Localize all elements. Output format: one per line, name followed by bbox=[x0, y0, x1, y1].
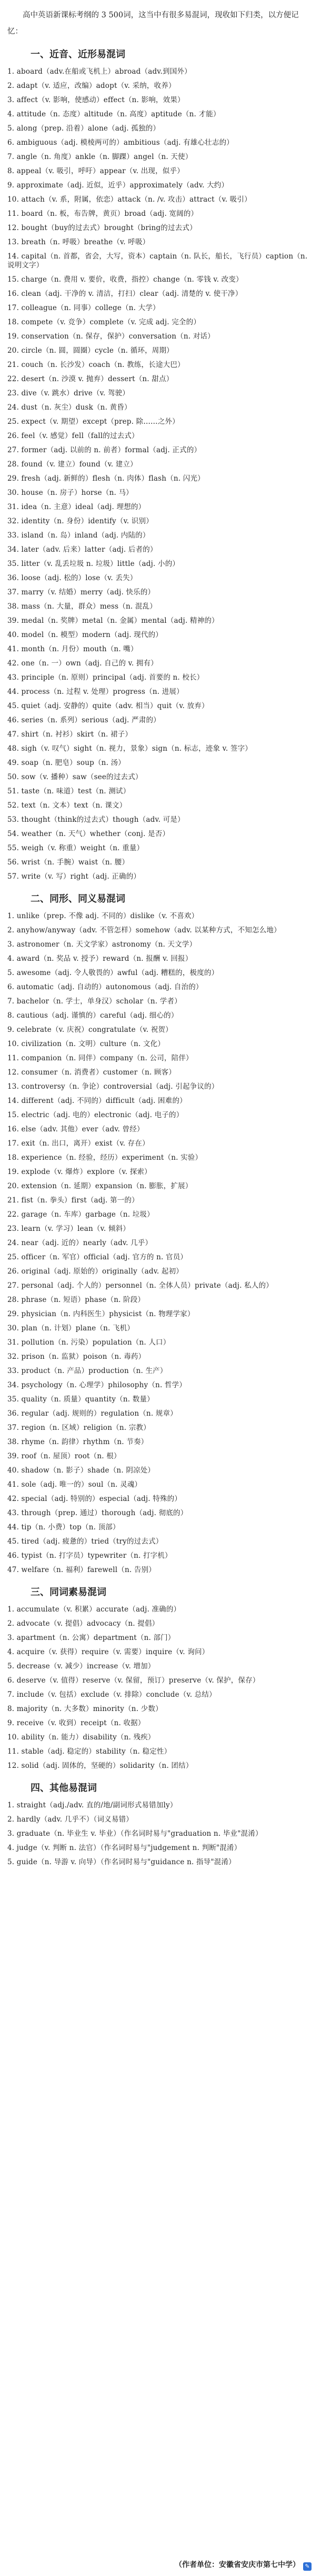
list-item: 33. island（n. 岛）inland（adj. 内陆的） bbox=[7, 531, 150, 540]
list-item: 36. regular（adj. 规则的）regulation（n. 规章） bbox=[7, 1409, 177, 1418]
list-item: 4. attitude（n. 态度）altitude（n. 高度）aptitude（n. 才能） bbox=[7, 110, 220, 118]
intro-paragraph: 高中英语新课标考纲的 3 500词，这当中有很多易混词，现收如下归类，以方便记忆： bbox=[7, 11, 299, 36]
list-item: 35. quality（n. 质量）quantity（n. 数量） bbox=[7, 1395, 154, 1404]
list-item: 41. month（n. 月份）mouth（n. 嘴） bbox=[7, 645, 138, 653]
list-item: 24. near（adj. 近的）nearly（adv. 几乎） bbox=[7, 1239, 153, 1247]
list-item: 6. deserve（v. 值得）reserve（v. 保留，预订）preserve（v. 保护，保存） bbox=[7, 1676, 260, 1685]
list-item: 25. expect（v. 期望）except（prep. 除……之外） bbox=[7, 417, 179, 426]
list-item: 13. breath（n. 呼吸）breathe（v. 呼吸） bbox=[7, 238, 150, 246]
list-item: 1. aboard（adv.在船或飞机上）abroad（adv.到国外） bbox=[7, 67, 192, 76]
list-item: 22. desert（n. 沙漠 v. 抛弃）dessert（n. 甜点） bbox=[7, 375, 174, 383]
affiliation-text: （作者单位：安徽省安庆市第七中学） bbox=[175, 2561, 300, 2569]
list-item: 50. sow（v. 播种）saw（see的过去式） bbox=[7, 773, 143, 781]
list-item: 11. stable（adj. 稳定的）stability（n. 稳定性） bbox=[7, 1747, 172, 1756]
list-item: 21. fist（n. 拳头）first（adj. 第一的） bbox=[7, 1196, 139, 1205]
list-item: 19. explode（v. 爆炸）explore（v. 探索） bbox=[7, 1168, 152, 1176]
list-item: 49. soap（n. 肥皂）soup（n. 汤） bbox=[7, 759, 125, 767]
list-item: 12. consumer（n. 消费者）customer（n. 顾客） bbox=[7, 1068, 176, 1077]
list-item: 10. attach（v. 系，附属，依恋）attack（n. /v. 攻击）attract（v. 吸引） bbox=[7, 195, 252, 204]
list-item: 5. along（prep. 沿着）alone（adj. 孤独的） bbox=[7, 124, 160, 133]
list-item: 12. bought（buy的过去式）brought（bring的过去式） bbox=[7, 224, 197, 232]
list-item: 26. feel（v. 感觉）fell（fall的过去式） bbox=[7, 432, 139, 440]
list-item: 13. controversy（n. 争论）controversial（adj. 引起争议的） bbox=[7, 1082, 219, 1091]
list-item: 9. celebrate（v. 庆祝）congratulate（v. 祝贺） bbox=[7, 1026, 173, 1034]
list-item: 9. receive（v. 收到）receipt（n. 收据） bbox=[7, 1719, 145, 1727]
list-item: 27. personal（adj. 个人的）personnel（n. 全体人员）private（adj. 私人的） bbox=[7, 1281, 273, 1290]
list-item: 3. graduate（n. 毕业生 v. 毕业）（作名词时易与"graduation n. 毕业"混淆） bbox=[7, 1829, 263, 1838]
list-item: 27. former（adj. 以前的 n. 前者）formal（adj. 正式的） bbox=[7, 446, 202, 454]
list-item: 14. different（adj. 不同的）difficult（adj. 困难的） bbox=[7, 1097, 187, 1105]
list-item: 55. weigh（v. 称重）weight（n. 重量） bbox=[7, 844, 144, 852]
list-item: 38. rhyme（n. 韵律）rhythm（n. 节奏） bbox=[7, 1438, 148, 1446]
section-heading: 四、其他易混词 bbox=[31, 1783, 97, 1794]
list-item: 11. companion（n. 同伴）company（n. 公司，陪伴） bbox=[7, 1054, 193, 1062]
list-item: 23. dive（v. 跳水）drive（v. 驾驶） bbox=[7, 389, 129, 397]
list-item: 3. affect（v. 影响，使感动）effect（n. 影响，效果） bbox=[7, 96, 185, 104]
list-item: 30. house（n. 房子）horse（n. 马） bbox=[7, 489, 133, 497]
list-item: 19. conservation（n. 保存，保护）conversation（n. 对话） bbox=[7, 332, 215, 341]
list-item: 4. award（n. 奖品 v. 授予）reward（n. 报酬 v. 回报） bbox=[7, 954, 193, 963]
list-item: 43. principle（n. 原则）principal（adj. 首要的 n. 校长） bbox=[7, 673, 204, 682]
list-item: 16. else（adv. 其他）ever（adv. 曾经） bbox=[7, 1125, 144, 1133]
list-item: 31. idea（n. 主意）ideal（adj. 理想的） bbox=[7, 503, 146, 511]
list-item: 21. couch（n. 长沙发）coach（n. 教练，长途大巴） bbox=[7, 361, 185, 369]
list-item: 39. roof（n. 屋顶）root（n. 根） bbox=[7, 1452, 121, 1460]
list-item: 25. officer（n. 军官）official（adj. 官方的 n. 官员） bbox=[7, 1253, 188, 1261]
section-heading: 二、同形、同义易混词 bbox=[31, 893, 125, 904]
list-item: 5. awesome（adj. 令人敬畏的）awful（adj. 糟糕的，极度的） bbox=[7, 969, 219, 977]
list-item: 8. cautious（adj. 谨慎的）careful（adj. 细心的） bbox=[7, 1011, 178, 1020]
list-item: 37. marry（v. 结婚）merry（adj. 快乐的） bbox=[7, 588, 155, 596]
list-item: 3. astronomer（n. 天文学家）astronomy（n. 天文学） bbox=[7, 940, 197, 949]
list-item: 7. include（v. 包括）exclude（v. 排除）conclude（v. 总结） bbox=[7, 1690, 216, 1699]
list-item: 1. straight（adj./adv. 直的/地/副词形式易错加ly） bbox=[7, 1801, 177, 1809]
list-item: 29. fresh（adj. 新鲜的）flesh（n. 肉体）flash（n. 闪光） bbox=[7, 474, 205, 483]
list-item: 4. judge（v. 判断 n. 法官）（作名词时易与"judgement n. 判断"混淆） bbox=[7, 1844, 242, 1852]
list-item: 23. learn（v. 学习）lean（v. 倾斜） bbox=[7, 1225, 130, 1233]
section-heading: 三、同词素易混词 bbox=[31, 1587, 106, 1598]
list-item: 3. apartment（n. 公寓）department（n. 部门） bbox=[7, 1634, 175, 1642]
list-item: 18. compete（v. 竞争）complete（v. 完成 adj. 完全的） bbox=[7, 318, 201, 326]
list-item: 20. circle（n. 圆，圆圈）cycle（n. 循环，周期） bbox=[7, 346, 174, 355]
list-item: 52. text（n. 文本）text（n. 课文） bbox=[7, 801, 127, 810]
word-list bbox=[7, 1605, 314, 1776]
list-item: 43. through（prep. 通过）thorough（adj. 彻底的） bbox=[7, 1509, 188, 1517]
list-item: 7. angle（n. 角度）ankle（n. 脚踝）angel（n. 天使） bbox=[7, 153, 193, 161]
list-item: 32. prison（n. 监狱）poison（n. 毒药） bbox=[7, 1352, 146, 1361]
list-item: 45. tired（adj. 疲惫的）tried（try的过去式） bbox=[7, 1537, 163, 1546]
list-item: 11. board（n. 板，布告牌，黄页）broad（adj. 宽阔的） bbox=[7, 210, 198, 218]
list-item: 37. region（n. 区域）religion（n. 宗教） bbox=[7, 1424, 151, 1432]
list-item: 17. colleague（n. 同事）college（n. 大学） bbox=[7, 304, 160, 312]
list-item: 38. mass（n. 大量，群众）mess（n. 混乱） bbox=[7, 602, 157, 611]
list-item: 54. weather（n. 天气）whether（conj. 是否） bbox=[7, 830, 170, 838]
sections-container bbox=[7, 45, 314, 1872]
list-item: 35. litter（v. 乱丢垃圾 n. 垃圾）little（adj. 小的） bbox=[7, 560, 180, 568]
list-item: 2. adapt（v. 适应，改编）adopt（v. 采纳，收养） bbox=[7, 82, 176, 90]
list-item: 8. appeal（v. 吸引，呼吁）appear（v. 出现，似乎） bbox=[7, 167, 184, 175]
list-item: 9. approximate（adj. 近似，近乎）approximately（adv. 大约） bbox=[7, 181, 229, 190]
list-item: 53. thought（think的过去式）though（adv. 可是） bbox=[7, 815, 185, 824]
list-item: 7. bachelor（n. 学士，单身汉）scholar（n. 学者） bbox=[7, 997, 182, 1006]
list-item: 51. taste（n. 味道）test（n. 测试） bbox=[7, 787, 131, 795]
list-item: 12. solid（adj. 固体的，坚硬的）solidarity（n. 团结） bbox=[7, 1762, 193, 1770]
list-item: 28. found（v. 建立）found（v. 建立） bbox=[7, 460, 137, 469]
list-item: 34. later（adv. 后来）latter（adj. 后者的） bbox=[7, 545, 157, 554]
list-item: 29. physician（n. 内科医生）physicist（n. 物理学家） bbox=[7, 1310, 195, 1318]
list-item: 2. advocate（v. 提倡）advocacy（n. 提倡） bbox=[7, 1619, 159, 1628]
list-item: 17. exit（n. 出口，离开）exist（v. 存在） bbox=[7, 1139, 149, 1148]
list-item: 8. majority（n. 大多数）minority（n. 少数） bbox=[7, 1705, 163, 1713]
list-item: 39. medal（n. 奖牌）metal（n. 金属）mental（adj. 精神的） bbox=[7, 616, 219, 625]
section-heading: 一、近音、近形易混词 bbox=[31, 49, 125, 60]
list-item: 47. shirt（n. 衬衫）skirt（n. 裙子） bbox=[7, 730, 133, 739]
list-item: 57. write（v. 写）right（adj. 正确的） bbox=[7, 872, 141, 881]
list-item: 14. capital（n. 首都，省会，大写，资本）captain（n. 队长，船长，飞行员）caption（n. 说明文字） bbox=[7, 252, 308, 270]
list-item: 44. process（n. 过程 v. 处理）progress（n. 进展） bbox=[7, 688, 184, 696]
list-item: 32. identity（n. 身份）identify（v. 识别） bbox=[7, 517, 153, 525]
list-item: 5. guide（n. 导游 v. 向导）（作名词时易与"guidance n. 指导"混淆） bbox=[7, 1858, 236, 1866]
list-item: 46. typist（n. 打字员）typewriter（n. 打字机） bbox=[7, 1551, 172, 1560]
word-list bbox=[7, 912, 314, 1580]
list-item: 56. wrist（n. 手腕）waist（n. 腰） bbox=[7, 858, 129, 867]
list-item: 5. decrease（v. 减少）increase（v. 增加） bbox=[7, 1662, 155, 1670]
list-item: 22. garage（n. 车库）garbage（n. 垃圾） bbox=[7, 1210, 154, 1219]
list-item: 2. anyhow/anyway（adv. 不管怎样）somehow（adv. 以某种方式，不知怎么地） bbox=[7, 926, 281, 934]
list-item: 10. ability（n. 能力）disability（n. 残疾） bbox=[7, 1733, 155, 1742]
list-item: 31. pollution（n. 污染）population（n. 人口） bbox=[7, 1338, 170, 1347]
list-item: 47. welfare（n. 福利）farewell（n. 告别） bbox=[7, 1566, 156, 1574]
list-item: 10. civilization（n. 文明）culture（n. 文化） bbox=[7, 1040, 165, 1048]
list-item: 1. unlike（prep. 不像 adj. 不同的）dislike（v. 不喜欢） bbox=[7, 912, 199, 920]
list-item: 4. acquire（v. 获得）require（v. 需要）inquire（v. 询问） bbox=[7, 1648, 209, 1656]
word-list bbox=[7, 67, 314, 887]
list-item: 15. charge（n. 费用 v. 要价，收费，指控）change（n. 零钱 v. 改变） bbox=[7, 275, 243, 284]
word-list bbox=[7, 1801, 314, 1872]
list-item: 1. accumulate（v. 积累）accurate（adj. 准确的） bbox=[7, 1605, 181, 1614]
list-item: 45. quiet（adj. 安静的）quite（adv. 相当）quit（v. 放弃） bbox=[7, 702, 209, 710]
publisher-logo-icon: ✎ bbox=[303, 2562, 312, 2571]
list-item: 30. plan（n. 计划）plane（n. 飞机） bbox=[7, 1324, 135, 1332]
list-item: 18. experience（n. 经验，经历）experiment（n. 实验） bbox=[7, 1153, 203, 1162]
author-affiliation bbox=[0, 2559, 321, 2571]
list-item: 34. psychology（n. 心理学）philosophy（n. 哲学） bbox=[7, 1381, 187, 1389]
list-item: 26. original（adj. 原始的）originally（adv. 起初） bbox=[7, 1267, 183, 1276]
list-item: 33. product（n. 产品）production（n. 生产） bbox=[7, 1367, 167, 1375]
list-item: 6. automatic（adj. 自动的）autonomous（adj. 自治的） bbox=[7, 983, 203, 991]
list-item: 15. electric（adj. 电的）electronic（adj. 电子的） bbox=[7, 1111, 184, 1119]
list-item: 42. special（adj. 特别的）especial（adj. 特殊的） bbox=[7, 1495, 182, 1503]
list-item: 41. sole（adj. 唯一的）soul（n. 灵魂） bbox=[7, 1480, 142, 1489]
list-item: 46. series（n. 系列）serious（adj. 严肃的） bbox=[7, 716, 160, 724]
list-item: 48. sigh（v. 叹气）sight（n. 视力，景象）sign（n. 标志，迹象 v. 签字） bbox=[7, 744, 252, 753]
list-item: 6. ambiguous（adj. 模棱两可的）ambitious（adj. 有雄心壮志的） bbox=[7, 138, 234, 147]
list-item: 24. dust（n. 灰尘）dusk（n. 黄昏） bbox=[7, 403, 132, 412]
list-item: 2. hardly（adv. 几乎不）（词义易错） bbox=[7, 1815, 134, 1824]
list-item: 42. one（n. 一）own（adj. 自己的 v. 拥有） bbox=[7, 659, 158, 668]
list-item: 28. phrase（n. 短语）phase（n. 阶段） bbox=[7, 1296, 145, 1304]
list-item: 16. clean（adj. 干净的 v. 清洁，打扫）clear（adj. 清楚的 v. 使干净） bbox=[7, 290, 243, 298]
list-item: 44. tip（n. 小费）top（n. 顶部） bbox=[7, 1523, 120, 1531]
list-item: 20. extension（n. 延期）expansion（n. 膨胀，扩展） bbox=[7, 1182, 193, 1190]
list-item: 40. model（n. 模型）modern（adj. 现代的） bbox=[7, 631, 163, 639]
list-item: 40. shadow（n. 影子）shade（n. 阴凉处） bbox=[7, 1466, 155, 1475]
list-item: 36. loose（adj. 松的）lose（v. 丢失） bbox=[7, 574, 137, 582]
